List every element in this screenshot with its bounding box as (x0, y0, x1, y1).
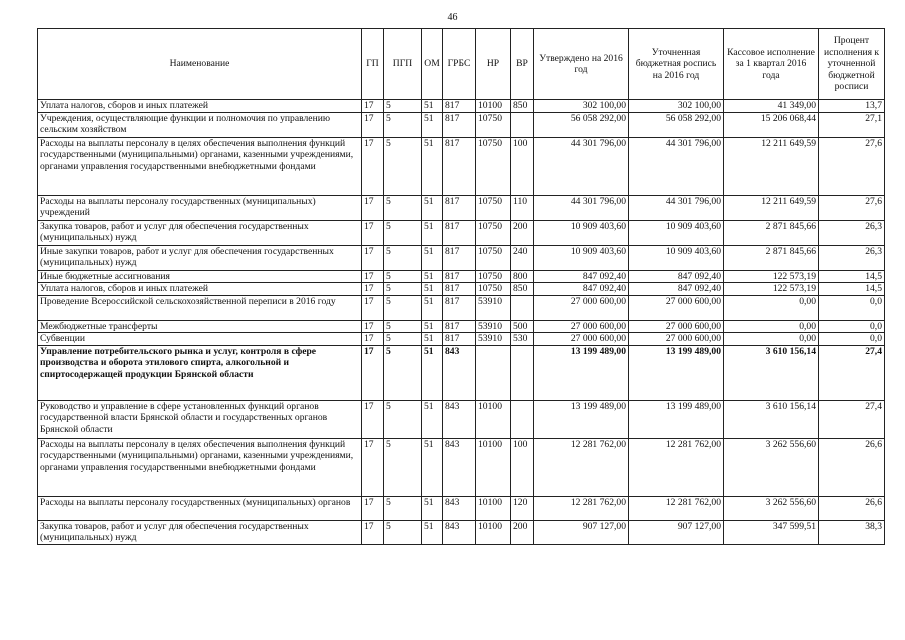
cell-gp: 17 (362, 333, 384, 346)
cell-grbs: 817 (443, 295, 476, 320)
header-grbs: ГРБС (443, 29, 476, 100)
cell-np: 53910 (476, 333, 511, 346)
header-name: Наименование (38, 29, 362, 100)
cell-revised: 12 281 762,00 (629, 496, 724, 520)
table-row (38, 270, 885, 283)
cell-ppgp: 5 (384, 137, 422, 195)
cell-percent: 27,4 (819, 400, 885, 438)
cell-revised: 56 058 292,00 (629, 112, 724, 137)
cell-cash: 347 599,51 (724, 520, 819, 544)
cell-percent: 27,1 (819, 112, 885, 137)
cell-revised: 847 092,40 (629, 270, 724, 283)
cell-om: 51 (422, 112, 443, 137)
cell-gp: 17 (362, 520, 384, 544)
cell-ppgp: 5 (384, 400, 422, 438)
cell-percent: 0,0 (819, 295, 885, 320)
cell-gp: 17 (362, 320, 384, 333)
cell-revised: 13 199 489,00 (629, 345, 724, 400)
cell-approved: 10 909 403,60 (534, 220, 629, 245)
cell-cash: 122 573,19 (724, 283, 819, 296)
cell-vr: 240 (511, 245, 534, 270)
cell-grbs: 843 (443, 496, 476, 520)
cell-revised: 10 909 403,60 (629, 220, 724, 245)
cell-vr: 850 (511, 283, 534, 296)
cell-name: Уплата налогов, сборов и иных платежей (38, 283, 362, 296)
cell-gp: 17 (362, 112, 384, 137)
cell-gp: 17 (362, 438, 384, 496)
table-row (38, 333, 885, 346)
cell-name: Субвенции (38, 333, 362, 346)
cell-gp: 17 (362, 295, 384, 320)
cell-om: 51 (422, 295, 443, 320)
cell-vr: 530 (511, 333, 534, 346)
table-row (38, 137, 885, 195)
cell-om: 51 (422, 320, 443, 333)
table-body (38, 100, 885, 545)
cell-grbs: 817 (443, 270, 476, 283)
cell-name: Уплата налогов, сборов и иных платежей (38, 100, 362, 113)
cell-np: 10750 (476, 137, 511, 195)
cell-percent: 26,6 (819, 496, 885, 520)
header-gp: ГП (362, 29, 384, 100)
cell-cash: 2 871 845,66 (724, 220, 819, 245)
cell-revised: 27 000 600,00 (629, 320, 724, 333)
cell-gp: 17 (362, 137, 384, 195)
cell-approved: 27 000 600,00 (534, 295, 629, 320)
cell-om: 51 (422, 100, 443, 113)
cell-gp: 17 (362, 195, 384, 220)
cell-name: Расходы на выплаты персоналу государственных (муниципальных) органов (38, 496, 362, 520)
cell-np: 10750 (476, 245, 511, 270)
cell-om: 51 (422, 195, 443, 220)
cell-revised: 27 000 600,00 (629, 295, 724, 320)
cell-om: 51 (422, 345, 443, 400)
cell-percent: 27,4 (819, 345, 885, 400)
cell-approved: 907 127,00 (534, 520, 629, 544)
cell-name: Межбюджетные трансферты (38, 320, 362, 333)
page-number: 46 (447, 12, 458, 23)
cell-vr: 100 (511, 438, 534, 496)
cell-revised: 44 301 796,00 (629, 137, 724, 195)
cell-grbs: 817 (443, 100, 476, 113)
cell-name: Руководство и управление в сфере установленных функций органов государственной власти Брянской области и государственных органов Брянской области (38, 400, 362, 438)
cell-name: Расходы на выплаты персоналу государственных (муниципальных) учреждений (38, 195, 362, 220)
cell-approved: 302 100,00 (534, 100, 629, 113)
cell-cash: 3 262 556,60 (724, 438, 819, 496)
cell-grbs: 817 (443, 112, 476, 137)
cell-percent: 26,6 (819, 438, 885, 496)
header-revised: Уточненная бюджетная роспись на 2016 год (629, 29, 724, 100)
cell-revised: 847 092,40 (629, 283, 724, 296)
header-approved: Утверждено на 2016 год (534, 29, 629, 100)
cell-om: 51 (422, 245, 443, 270)
cell-vr: 800 (511, 270, 534, 283)
table-row (38, 112, 885, 137)
cell-vr: 200 (511, 520, 534, 544)
table-row (38, 520, 885, 544)
cell-ppgp: 5 (384, 245, 422, 270)
cell-gp: 17 (362, 496, 384, 520)
cell-revised: 907 127,00 (629, 520, 724, 544)
cell-approved: 10 909 403,60 (534, 245, 629, 270)
cell-vr (511, 345, 534, 400)
cell-percent: 26,3 (819, 245, 885, 270)
cell-om: 51 (422, 400, 443, 438)
cell-percent: 13,7 (819, 100, 885, 113)
cell-gp: 17 (362, 100, 384, 113)
cell-grbs: 817 (443, 320, 476, 333)
cell-cash: 12 211 649,59 (724, 195, 819, 220)
cell-name: Расходы на выплаты персоналу в целях обеспечения выполнения функций государственными (муниципальными) органами, казенными учреждениями, органами управления государственными внебюджетными фондами (38, 438, 362, 496)
cell-np: 10750 (476, 283, 511, 296)
cell-approved: 56 058 292,00 (534, 112, 629, 137)
cell-percent: 0,0 (819, 333, 885, 346)
cell-gp: 17 (362, 270, 384, 283)
table-row (38, 496, 885, 520)
header-cash: Кассовое исполнение за 1 квартал 2016 года (724, 29, 819, 100)
cell-np: 10100 (476, 400, 511, 438)
cell-percent: 0,0 (819, 320, 885, 333)
cell-percent: 27,6 (819, 137, 885, 195)
cell-cash: 15 206 068,44 (724, 112, 819, 137)
table-row (38, 100, 885, 113)
cell-ppgp: 5 (384, 345, 422, 400)
cell-name: Проведение Всероссийской сельскохозяйственной переписи в 2016 году (38, 295, 362, 320)
cell-grbs: 843 (443, 438, 476, 496)
cell-ppgp: 5 (384, 283, 422, 296)
cell-ppgp: 5 (384, 270, 422, 283)
header-ppgp: ПГП (384, 29, 422, 100)
table-row (38, 245, 885, 270)
budget-execution-table (37, 28, 885, 545)
cell-np: 53910 (476, 320, 511, 333)
cell-np: 10100 (476, 496, 511, 520)
cell-ppgp: 5 (384, 112, 422, 137)
table-row (38, 295, 885, 320)
cell-revised: 44 301 796,00 (629, 195, 724, 220)
cell-name: Управление потребительского рынка и услуг, контроля в сфере производства и оборота этилового спирта, алкогольной и спиртосодержащей продукции Брянской области (38, 345, 362, 400)
cell-vr: 120 (511, 496, 534, 520)
cell-cash: 0,00 (724, 333, 819, 346)
cell-om: 51 (422, 220, 443, 245)
cell-name: Закупка товаров, работ и услуг для обеспечения государственных (муниципальных) нужд (38, 520, 362, 544)
cell-gp: 17 (362, 245, 384, 270)
cell-ppgp: 5 (384, 195, 422, 220)
cell-approved: 27 000 600,00 (534, 333, 629, 346)
cell-name: Закупка товаров, работ и услуг для обеспечения государственных (муниципальных) нужд (38, 220, 362, 245)
cell-approved: 12 281 762,00 (534, 438, 629, 496)
cell-np: 10100 (476, 100, 511, 113)
cell-name: Расходы на выплаты персоналу в целях обеспечения выполнения функций государственными (муниципальными) органами, казенными учреждениями, органами управления государственными внебюджетными фондами (38, 137, 362, 195)
cell-cash: 0,00 (724, 295, 819, 320)
cell-ppgp: 5 (384, 520, 422, 544)
table-row (38, 345, 885, 400)
cell-grbs: 843 (443, 400, 476, 438)
cell-approved: 44 301 796,00 (534, 137, 629, 195)
cell-np: 10750 (476, 270, 511, 283)
cell-vr: 500 (511, 320, 534, 333)
cell-revised: 302 100,00 (629, 100, 724, 113)
cell-om: 51 (422, 496, 443, 520)
cell-cash: 2 871 845,66 (724, 245, 819, 270)
cell-cash: 41 349,00 (724, 100, 819, 113)
cell-approved: 27 000 600,00 (534, 320, 629, 333)
cell-np: 53910 (476, 295, 511, 320)
cell-ppgp: 5 (384, 220, 422, 245)
cell-grbs: 843 (443, 520, 476, 544)
cell-vr: 100 (511, 137, 534, 195)
cell-ppgp: 5 (384, 333, 422, 346)
cell-vr: 110 (511, 195, 534, 220)
cell-gp: 17 (362, 400, 384, 438)
cell-ppgp: 5 (384, 438, 422, 496)
cell-grbs: 817 (443, 195, 476, 220)
cell-om: 51 (422, 333, 443, 346)
cell-gp: 17 (362, 345, 384, 400)
cell-grbs: 817 (443, 245, 476, 270)
cell-revised: 13 199 489,00 (629, 400, 724, 438)
cell-grbs: 817 (443, 137, 476, 195)
cell-percent: 14,5 (819, 283, 885, 296)
cell-vr (511, 400, 534, 438)
cell-vr (511, 295, 534, 320)
cell-approved: 847 092,40 (534, 283, 629, 296)
cell-percent: 27,6 (819, 195, 885, 220)
cell-approved: 13 199 489,00 (534, 345, 629, 400)
cell-percent: 38,3 (819, 520, 885, 544)
cell-name: Иные закупки товаров, работ и услуг для обеспечения государственных (муниципальных) нужд (38, 245, 362, 270)
cell-cash: 12 211 649,59 (724, 137, 819, 195)
header-percent: Процент исполнения к уточненной бюджетной росписи (819, 29, 885, 100)
table-row (38, 220, 885, 245)
table-row (38, 195, 885, 220)
cell-percent: 26,3 (819, 220, 885, 245)
cell-revised: 27 000 600,00 (629, 333, 724, 346)
cell-np: 10100 (476, 438, 511, 496)
cell-np: 10100 (476, 520, 511, 544)
cell-grbs: 843 (443, 345, 476, 400)
cell-np: 10750 (476, 220, 511, 245)
header-vr: ВР (511, 29, 534, 100)
cell-grbs: 817 (443, 283, 476, 296)
cell-approved: 13 199 489,00 (534, 400, 629, 438)
cell-om: 51 (422, 137, 443, 195)
table-row (38, 320, 885, 333)
cell-name: Иные бюджетные ассигнования (38, 270, 362, 283)
cell-revised: 10 909 403,60 (629, 245, 724, 270)
cell-om: 51 (422, 270, 443, 283)
cell-gp: 17 (362, 220, 384, 245)
cell-cash: 3 610 156,14 (724, 345, 819, 400)
cell-approved: 12 281 762,00 (534, 496, 629, 520)
cell-np: 10750 (476, 195, 511, 220)
cell-ppgp: 5 (384, 320, 422, 333)
table-row (38, 438, 885, 496)
cell-np: 10750 (476, 112, 511, 137)
cell-np (476, 345, 511, 400)
cell-approved: 44 301 796,00 (534, 195, 629, 220)
cell-cash: 3 262 556,60 (724, 496, 819, 520)
cell-cash: 3 610 156,14 (724, 400, 819, 438)
cell-grbs: 817 (443, 220, 476, 245)
cell-name: Учреждения, осуществляющие функции и полномочия по управлению сельским хозяйством (38, 112, 362, 137)
cell-om: 51 (422, 438, 443, 496)
cell-vr: 200 (511, 220, 534, 245)
cell-ppgp: 5 (384, 100, 422, 113)
header-np: НР (476, 29, 511, 100)
cell-ppgp: 5 (384, 496, 422, 520)
table-row (38, 283, 885, 296)
cell-cash: 0,00 (724, 320, 819, 333)
cell-vr (511, 112, 534, 137)
table-row (38, 400, 885, 438)
cell-revised: 12 281 762,00 (629, 438, 724, 496)
cell-grbs: 817 (443, 333, 476, 346)
cell-ppgp: 5 (384, 295, 422, 320)
cell-approved: 847 092,40 (534, 270, 629, 283)
cell-gp: 17 (362, 283, 384, 296)
cell-percent: 14,5 (819, 270, 885, 283)
cell-om: 51 (422, 283, 443, 296)
cell-vr: 850 (511, 100, 534, 113)
table-header-row (38, 29, 885, 100)
cell-cash: 122 573,19 (724, 270, 819, 283)
header-om: ОМ (422, 29, 443, 100)
cell-om: 51 (422, 520, 443, 544)
